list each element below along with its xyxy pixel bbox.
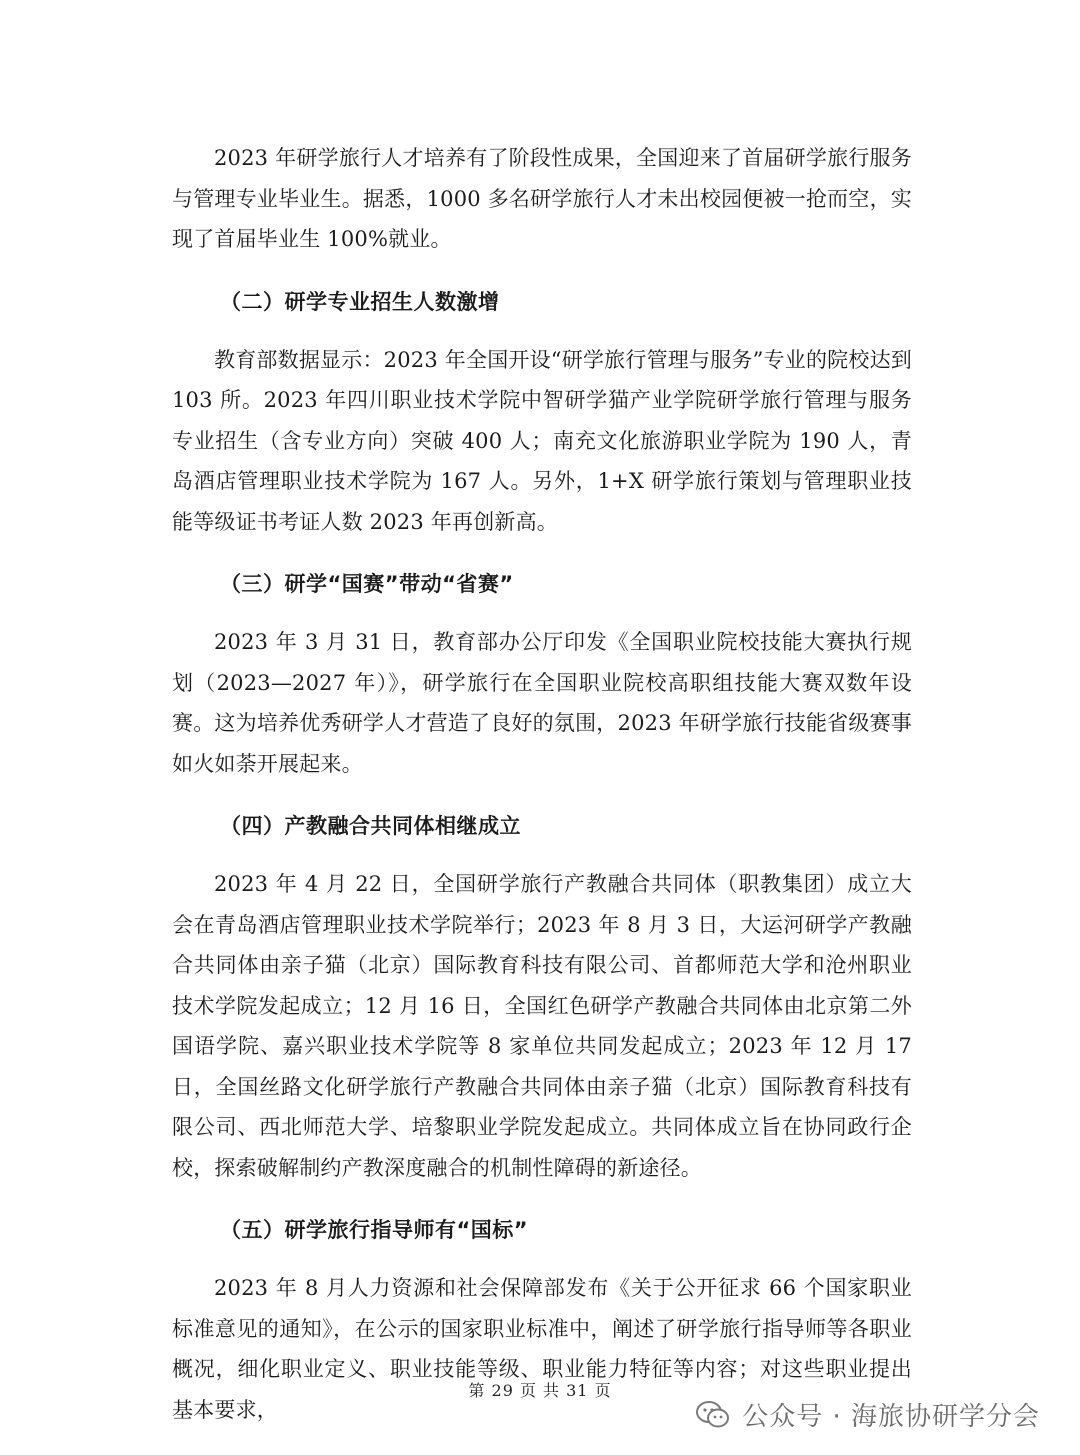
section-heading: （五）研学旅行指导师有“国标”	[220, 1218, 529, 1242]
paragraph: 2023 年研学旅行人才培养有了阶段性成果，全国迎来了首届研学旅行服务与管理专业毕业生。据悉，1000 多名研学旅行人才未出校园便被一抢而空，实现了首届毕业生 100%就业。	[172, 146, 912, 251]
wechat-icon	[696, 1400, 730, 1430]
section-heading: （四）产教融合共同体相继成立	[220, 814, 521, 838]
section-heading: （三）研学“国赛”带动“省赛”	[220, 572, 514, 596]
paragraph: 2023 年 3 月 31 日，教育部办公厅印发《全国职业院校技能大赛执行规划（2023—2027 年）》，研学旅行在全国职业院校高职组技能大赛双数年设赛。这为培养优秀研学人才营造了良好的氛围，2023 年研学旅行技能省级赛事如火如荼开展起来。	[172, 630, 912, 776]
watermark-text: 公众号 · 海旅协研学分会	[742, 1402, 1040, 1432]
paragraph: 2023 年 4 月 22 日，全国研学旅行产教融合共同体（职教集团）成立大会在青岛酒店管理职业技术学院举行；2023 年 8 月 3 日，大运河研学产教融合共同体由亲子猫（北京）国际教育科技有限公司、首都师范大学和沧州职业技术学院发起成立；12 月 16 日，全国红色研学产教融合共同体由北京第二外国语学院、嘉兴职业技术学院等 8 家单位共同发起成立；2023 年 12 月 17 日，全国丝路文化研学旅行产教融合共同体由亲子猫（北京）国际教育科技有限公司、西北师范大学、培黎职业学院发起成立。共同体成立旨在协同政行企校，探索破解制约产教深度融合的机制性障碍的新途径。	[172, 872, 912, 1180]
document-body	[172, 138, 912, 1430]
page-number: 第 29 页 共 31 页	[468, 1381, 612, 1400]
section-heading: （二）研学专业招生人数激增	[220, 289, 500, 314]
watermark	[688, 1392, 1048, 1437]
paragraph: 教育部数据显示：2023 年全国开设“研学旅行管理与服务”专业的院校达到 103 所。2023 年四川职业技术学院中智研学猫产业学院研学旅行管理与服务专业招生（含专业方向）突破 400 人；南充文化旅游职业学院为 190 人，青岛酒店管理职业技术学院为 167 人。另外，1+X 研学旅行策划与管理职业技能等级证书考证人数 2023 年再创新高。	[172, 347, 912, 534]
paragraph: 2023 年 8 月人力资源和社会保障部发布《关于公开征求 66 个国家职业标准意见的通知》，在公示的国家职业标准中，阐述了研学旅行指导师等各职业概况，细化职业定义、职业技能等级、职业能力特征等内容；对这些职业提出基本要求，	[172, 1276, 912, 1422]
